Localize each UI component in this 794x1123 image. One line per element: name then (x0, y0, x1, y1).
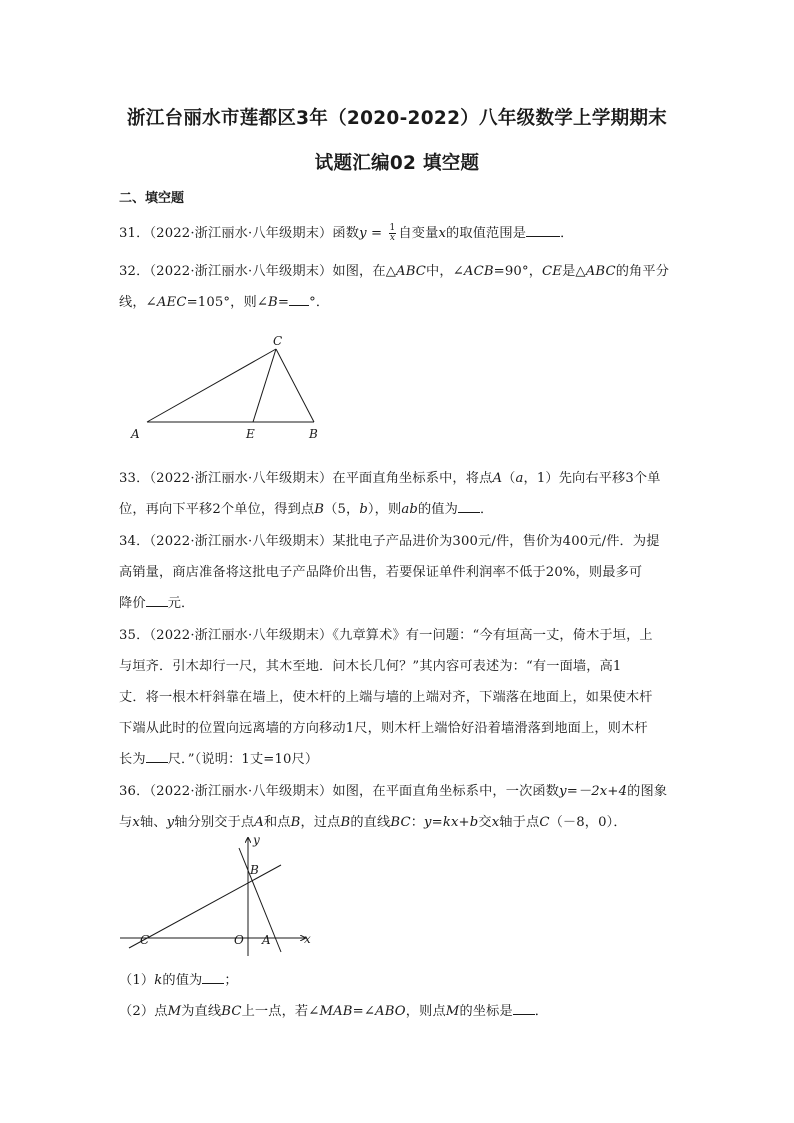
question-36-line-2: 与x轴、y轴分别交于点A和点B，过点B的直线BC：y=kx+b交x轴于点C（－8，0）． (119, 815, 627, 830)
question-35-line-4: 下端从此时的位置向远离墙的方向移动1尺，则木杆上端恰好沿着墙滑落到地面上，则木杆 (119, 721, 648, 736)
label-c: C (273, 334, 283, 348)
question-34-line-3: 降价 元． (119, 596, 195, 611)
question-35-line-2: 与垣齐．引木却行一尺，其木至地．问木长几何？”其内容可表述为：“有一面墙，高1 (119, 659, 622, 674)
answer-blank[interactable] (458, 500, 480, 513)
question-31: 31．（2022·浙江丽水·八年级期末）函数y = $\frac{1}{x}$ 自变量x的取值范围是 ． (119, 223, 574, 243)
label-e: E (246, 427, 255, 441)
question-33-line-2: 位，再向下平移2个单位，得到点B（5，b），则ab的值为 ． (119, 502, 494, 517)
segment-cb (276, 349, 314, 422)
label-c: C (140, 933, 150, 947)
answer-blank[interactable] (146, 594, 168, 607)
label-y: y (253, 833, 260, 847)
answer-blank[interactable] (146, 750, 168, 763)
coordinate-figure (115, 828, 320, 958)
label-o: O (234, 933, 244, 947)
label-a: A (131, 427, 140, 441)
question-36-part-1: （1）k的值为 ； (119, 973, 238, 988)
triangle-figure (125, 330, 335, 445)
document-title-line-1: 浙江台丽水市莲都区3年（2020-2022）八年级数学上学期期末 (126, 108, 668, 129)
label-x: x (304, 932, 311, 946)
question-35-line-5: 长为 尺．”（说明：1丈=10尺） (119, 752, 319, 767)
question-32-line-2: 线，∠AEC=105°，则∠B= °． (119, 295, 330, 310)
label-a: A (262, 933, 271, 947)
question-36-part-2: （2）点M为直线BC上一点，若∠MAB=∠ABO，则点M的坐标是 ． (119, 1004, 549, 1019)
answer-blank[interactable] (289, 293, 309, 306)
question-32-line-1: 32．（2022·浙江丽水·八年级期末）如图，在△ABC中，∠ACB=90°，CE是△ABC的角平分 (119, 264, 670, 279)
line-ab (239, 848, 281, 952)
answer-blank[interactable] (202, 971, 224, 984)
label-b: B (309, 427, 318, 441)
question-34-line-1: 34．（2022·浙江丽水·八年级期末）某批电子产品进价为300元/件，售价为400元/件．为提 (119, 534, 660, 549)
line-bc (129, 865, 281, 948)
answer-blank[interactable] (526, 224, 560, 237)
question-35-line-3: 丈．将一根木杆斜靠在墙上，使木杆的上端与墙的上端对齐，下端落在地面上，如果使木杆 (119, 690, 653, 705)
question-33-line-1: 33．（2022·浙江丽水·八年级期末）在平面直角坐标系中，将点A（a，1）先向右平移3个单 (119, 471, 661, 486)
question-34-line-2: 高销量，商店准备将这批电子产品降价出售，若要保证单件利润率不低于20%，则最多可 (119, 565, 643, 580)
section-heading: 二、填空题 (119, 191, 185, 206)
answer-blank[interactable] (513, 1002, 535, 1015)
question-35-line-1: 35．（2022·浙江丽水·八年级期末）《九章算术》有一问题：“今有垣高一丈，倚木于垣，上 (119, 628, 653, 643)
label-b: B (250, 863, 259, 877)
question-36-line-1: 36．（2022·浙江丽水·八年级期末）如图，在平面直角坐标系中，一次函数y=－2x+4的图象 (119, 784, 668, 799)
document-title-line-2: 试题汇编02 填空题 (314, 153, 480, 174)
fraction: $\frac{1}{x}$ (389, 223, 396, 243)
